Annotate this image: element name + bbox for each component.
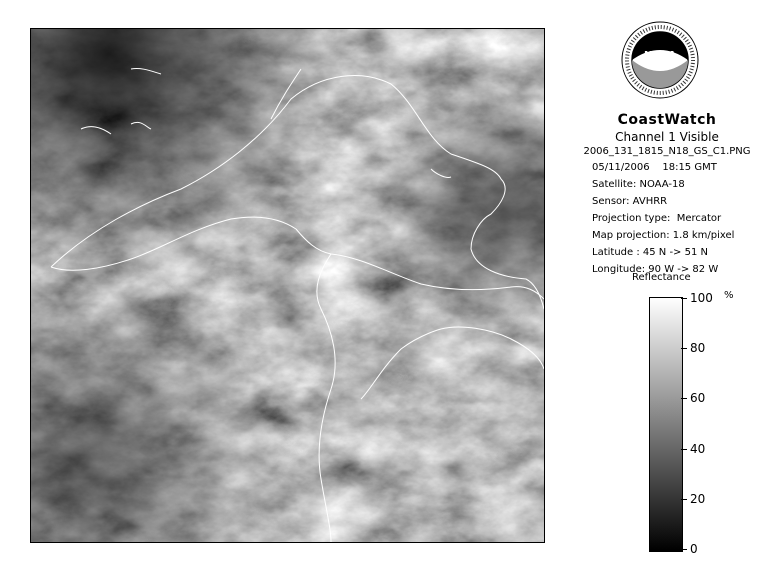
satellite-image: [30, 28, 545, 543]
colorbar-tick: [681, 348, 687, 349]
datetime-label: 05/11/2006 18:15 GMT: [592, 162, 717, 173]
channel-label: Channel 1 Visible: [615, 130, 719, 144]
satellite-label: Satellite: NOAA-18: [592, 179, 685, 190]
colorbar-tick-label: 100: [690, 291, 713, 305]
colorbar-unit: %: [724, 290, 734, 301]
filename-label: 2006_131_1815_N18_GS_C1.PNG: [583, 146, 751, 157]
colorbar-tick: [681, 449, 687, 450]
latitude-label: Latitude : 45 N -> 51 N: [592, 247, 708, 258]
reflectance-colorbar: [649, 297, 683, 552]
colorbar-tick: [681, 298, 687, 299]
product-title: CoastWatch: [617, 112, 717, 128]
colorbar-tick: [681, 549, 687, 550]
colorbar-title: Reflectance: [632, 272, 691, 283]
noaa-logo-icon: [620, 20, 700, 100]
projection-type-label: Projection type: Mercator: [592, 213, 722, 224]
colorbar-tick-label: 60: [690, 391, 706, 405]
colorbar-tick-label: 80: [690, 341, 706, 355]
sensor-label: Sensor: AVHRR: [592, 196, 668, 207]
colorbar-tick-label: 40: [690, 442, 706, 456]
map-projection-label: Map projection: 1.8 km/pixel: [592, 230, 735, 241]
logo-text: NOAA: [643, 50, 677, 61]
colorbar-tick-label: 20: [690, 492, 706, 506]
longitude-label: Longitude: 90 W -> 82 W: [592, 264, 719, 275]
colorbar-tick: [681, 499, 687, 500]
colorbar-tick-label: 0: [690, 542, 698, 556]
colorbar-tick: [681, 398, 687, 399]
